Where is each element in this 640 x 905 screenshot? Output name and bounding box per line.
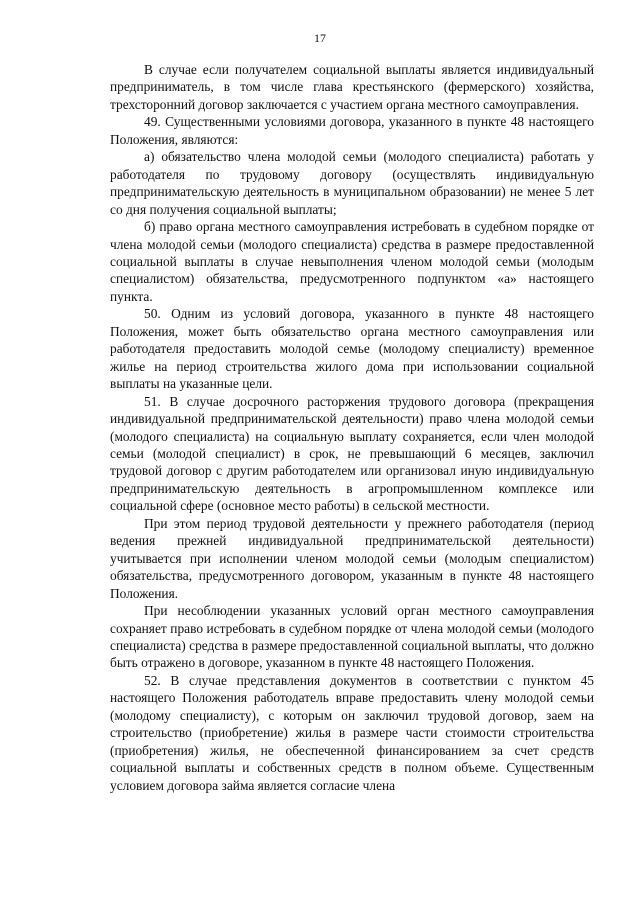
page-number: 17 — [314, 31, 326, 45]
paragraph: 50. Одним из условий договора, указанного в пункте 48 настоящего Положения, может быть обязательство органа местного самоуправления или работодателя предоставить молодой семье (молодому специалисту) временное жилье на период строительства жилого дома при использовании социальной выплаты на указанные цели. — [110, 306, 594, 392]
paragraph: 49. Существенными условиями договора, указанного в пункте 48 настоящего Положения, являются: — [110, 114, 594, 147]
paragraph: 52. В случае представления документов в соответствии с пунктом 45 настоящего Положения работодатель вправе предоставить члену молодой семьи (молодому специалисту), с которым он заключил трудовой договор, заем на строительство (приобретение) жилья в размере части стоимости строительства (приобретения) жилья, не обеспеченной финансированием за счет средств социальной выплаты и собственных средств в полном объеме. Существенным условием договора займа является согласие члена — [110, 672, 594, 793]
paragraph: б) право органа местного самоуправления истребовать в судебном порядке от члена молодой семьи (молодого специалиста) средства в размере предоставленной социальной выплаты в случае невыполнения членом молодой семьи (молодым специалистом) обязательства, предусмотренного подпунктом «а» настоящего пункта. — [110, 219, 594, 304]
paragraph: 51. В случае досрочного расторжения трудового договора (прекращения индивидуальной предпринимательской деятельности) право члена молодой семьи (молодого специалиста) на социальную выплату сохраняется, если член молодой семьи (молодой специалист) в срок, не превышающий 6 месяцев, заключил трудовой договор с другим работодателем или организовал иную индивидуальную предпринимательскую деятельность в агропромышленном комплексе или социальной сфере (основное место работы) в сельской местности. — [110, 393, 594, 514]
paragraph: При несоблюдении указанных условий орган местного самоуправления сохраняет право истребовать в судебном порядке от члена молодой семьи (молодого специалиста) средства в размере предоставленной социальной выплаты, что должно быть отражено в договоре, указанном в пункте 48 настоящего Положения. — [110, 603, 594, 671]
paragraph: а) обязательство члена молодой семьи (молодого специалиста) работать у работодателя по трудовому договору (осуществлять индивидуальную предпринимательскую деятельность в муниципальном образовании) не менее 5 лет со дня получения социальной выплаты; — [110, 149, 594, 217]
paragraph: В случае если получателем социальной выплаты является индивидуальный предприниматель, в том числе глава крестьянского (фермерского) хозяйства, трехсторонний договор заключается с участием органа местного самоуправления. — [110, 62, 594, 112]
document-body — [110, 61, 594, 794]
paragraph: При этом период трудовой деятельности у прежнего работодателя (период ведения прежней индивидуальной предпринимательской деятельности) учитывается при исполнении членом молодой семьи (молодым специалистом) обязательства, предусмотренного договором, указанным в пункте 48 настоящего Положения. — [110, 515, 594, 601]
